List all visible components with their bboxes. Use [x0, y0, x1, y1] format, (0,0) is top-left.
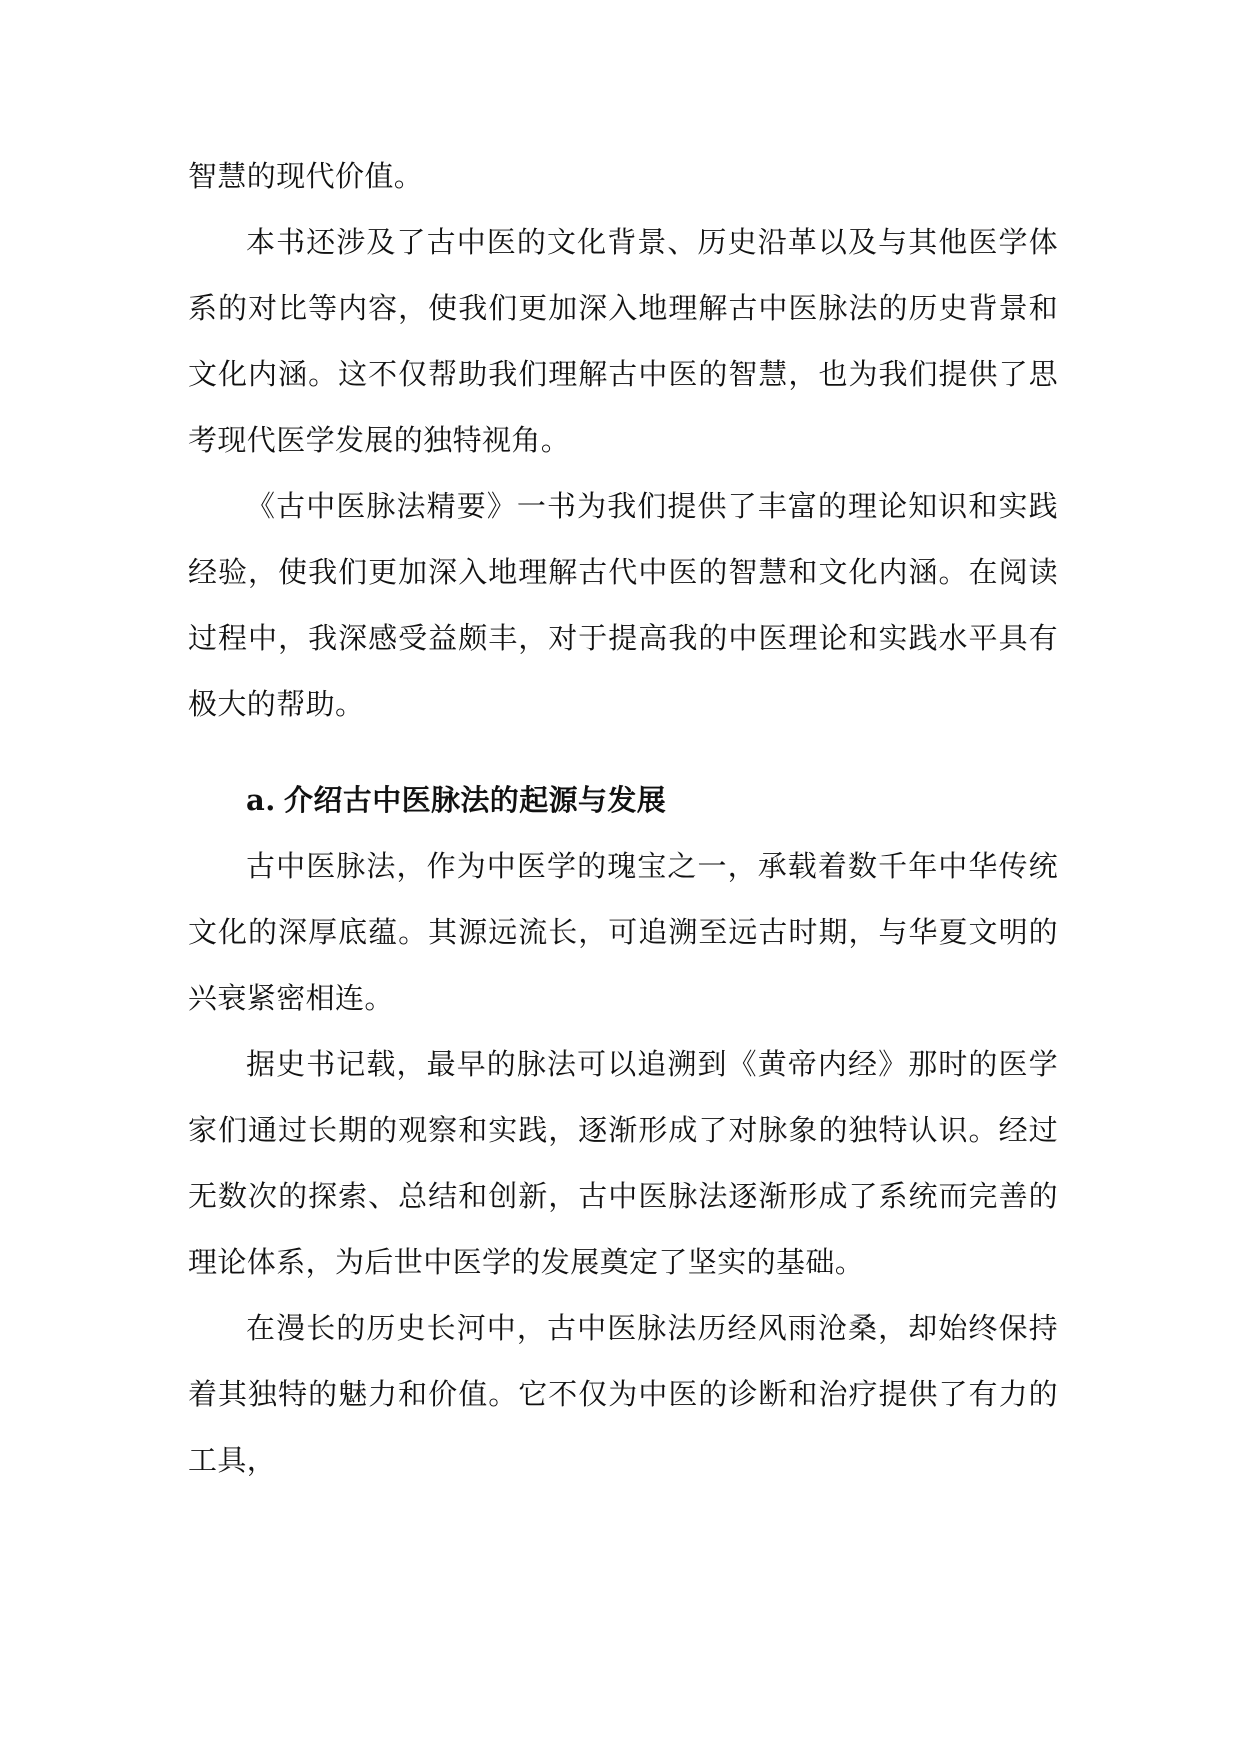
paragraph-origin: 古中医脉法，作为中医学的瑰宝之一，承载着数千年中华传统文化的深厚底蕴。其源远流长，可追溯至远古时期，与华夏文明的兴衰紧密相连。 — [188, 849, 1058, 1015]
paragraph-continuation: 智慧的现代价值。 — [188, 159, 424, 193]
paragraph-book-summary: 《古中医脉法精要》一书为我们提供了丰富的理论知识和实践经验，使我们更加深入地理解古代中医的智慧和文化内涵。在阅读过程中，我深感受益颇丰，对于提高我的中医理论和实践水平具有极大的帮助。 — [188, 489, 1058, 721]
section-heading-text: 介绍古中医脉法的起源与发展 — [284, 783, 667, 817]
section-heading — [188, 767, 1058, 833]
paragraph-history-records: 据史书记载，最早的脉法可以追溯到《黄帝内经》那时的医学家们通过长期的观察和实践，逐渐形成了对脉象的独特认识。经过无数次的探索、总结和创新，古中医脉法逐渐形成了系统而完善的理论体系，为后世中医学的发展奠定了坚实的基础。 — [188, 1047, 1058, 1279]
document-body — [188, 143, 1058, 1493]
paragraph-book-context: 本书还涉及了古中医的文化背景、历史沿革以及与其他医学体系的对比等内容，使我们更加深入地理解古中医脉法的历史背景和文化内涵。这不仅帮助我们理解古中医的智慧，也为我们提供了思考现代医学发展的独特视角。 — [188, 225, 1058, 457]
paragraph-long-history: 在漫长的历史长河中，古中医脉法历经风雨沧桑，却始终保持着其独特的魅力和价值。它不仅为中医的诊断和治疗提供了有力的工具， — [188, 1311, 1058, 1477]
section-heading-marker: a. — [246, 783, 276, 817]
